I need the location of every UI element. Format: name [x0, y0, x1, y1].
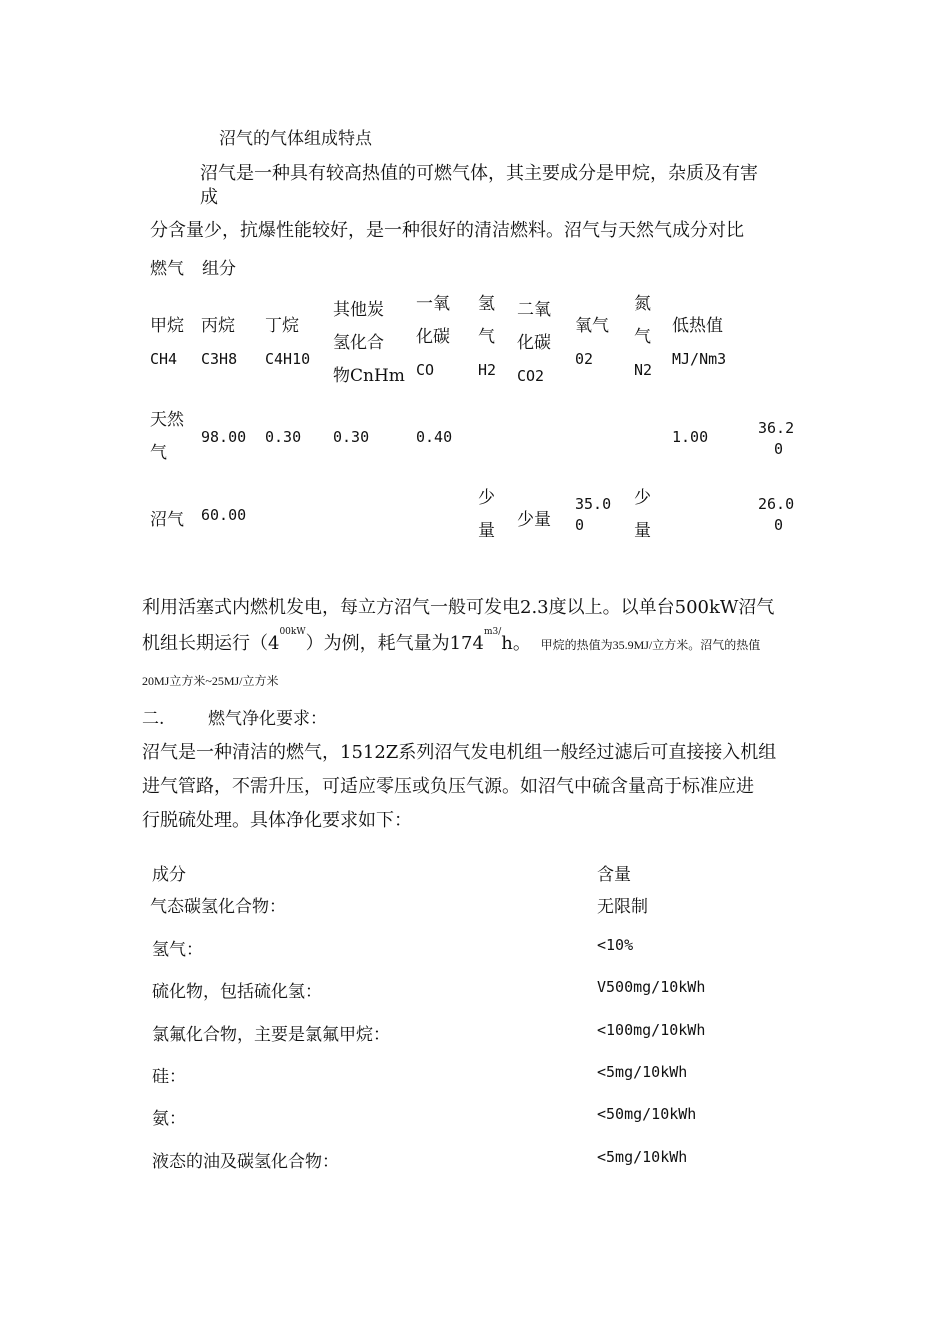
header-lhv-unit: MJ/Nm3 [672, 350, 727, 368]
natural-gas-c3h8: 0.30 [265, 428, 302, 446]
purify-header-amount: 含量 [597, 865, 631, 885]
power-line-1: 利用活塞式内燃机发电，每立方沼气一般可发电2.3度以上。以单台500kW沼气 [142, 597, 775, 618]
natural-gas-lhv [758, 418, 794, 460]
biogas-n2 [634, 482, 651, 548]
header-c4h10-formula: C4H10 [265, 350, 311, 368]
intro-line-2: 分含量少，抗爆性能较好，是一种很好的清洁燃料。沼气与天然气成分对比 [150, 220, 744, 241]
header-o2-cn: 氧气 [575, 316, 609, 336]
section-2-title: 燃气净化要求： [208, 709, 327, 729]
header-c3h8 [201, 310, 237, 376]
purify-row-value: <5mg/10kWh [597, 1148, 688, 1166]
header-n2 [634, 288, 652, 387]
header-n2-line1: 氮 [634, 294, 651, 314]
table-title-component: 组分 [202, 259, 236, 279]
purify-row-item: 气态碳氢化合物： [150, 897, 286, 917]
header-h2-line3: H2 [478, 361, 497, 379]
section-2-para-line-3: 行脱硫处理。具体净化要求如下： [142, 810, 412, 831]
table-title-gas: 燃气 [150, 259, 184, 279]
power-line-2-sup-2: m3/ [483, 627, 502, 637]
purify-row-value: <5mg/10kWh [597, 1063, 688, 1081]
header-c3h8-formula: C3H8 [201, 350, 238, 368]
header-ch4-formula: CH4 [150, 350, 178, 368]
header-co2 [517, 294, 551, 393]
header-o2-formula: 02 [575, 350, 594, 368]
purify-row-value: <10% [597, 936, 634, 954]
header-co-line2: 化碳 [416, 327, 450, 347]
header-co2-line3: CO2 [517, 367, 545, 385]
header-n2-line2: 气 [634, 327, 651, 347]
power-line-2-part-c: h。 [501, 633, 531, 654]
natural-gas-name-line2: 气 [150, 443, 167, 463]
purify-row-value: V500mg/10kWh [597, 978, 706, 996]
header-c4h10-cn: 丁烷 [265, 316, 299, 336]
section-2-number: 二. [142, 709, 165, 729]
section-title: 沼气的气体组成特点 [219, 129, 372, 149]
header-ch4-cn: 甲烷 [150, 316, 184, 336]
biogas-o2 [575, 494, 611, 536]
biogas-lhv-line1: 26.0 [758, 495, 795, 513]
power-line-2-note: 甲烷的热值为35.9MJ/立方米。沼气的热值 [540, 638, 761, 652]
purify-row-item: 液态的油及碳氢化合物： [152, 1152, 339, 1172]
header-h2 [478, 288, 496, 387]
power-line-2-part-b: ）为例，耗气量为174 [305, 633, 484, 654]
purify-row-value: 无限制 [597, 897, 648, 917]
section-2-para-line-1: 沼气是一种清洁的燃气，1512Z系列沼气发电机组一般经过滤后可直接接入机组 [142, 742, 777, 763]
biogas-ch4: 60.00 [201, 506, 247, 524]
power-line-2-part-a: 机组长期运行（4 [142, 633, 280, 654]
biogas-n2-line1: 少 [634, 488, 651, 508]
power-line-2-sup-1: 00kW [279, 627, 306, 637]
purify-row-item: 氨： [152, 1109, 186, 1129]
natural-gas-lhv-line2: 0 [774, 440, 784, 458]
header-o2 [575, 310, 609, 376]
natural-gas-lhv-line1: 36.2 [758, 419, 795, 437]
biogas-o2-line1: 35.0 [575, 495, 612, 513]
header-h2-line1: 氢 [478, 294, 495, 314]
biogas-o2-line2: 0 [575, 516, 585, 534]
header-co-line3: CO [416, 361, 435, 379]
header-cnhm-line2: 氢化合 [333, 333, 384, 353]
header-co2-line1: 二氧 [517, 300, 551, 320]
natural-gas-name-line1: 天然 [150, 410, 184, 430]
biogas-lhv [758, 494, 794, 536]
natural-gas-ch4: 98.00 [201, 428, 247, 446]
natural-gas-co: 0.40 [416, 428, 453, 446]
header-co-line1: 一氧 [416, 294, 450, 314]
row-biogas-name: 沼气 [150, 510, 184, 530]
biogas-co2: 少量 [517, 510, 551, 530]
natural-gas-n2: 1.00 [672, 428, 709, 446]
purify-row-item: 硅： [152, 1067, 186, 1087]
purify-row-item: 氯氟化合物，主要是氯氟甲烷： [152, 1025, 390, 1045]
biogas-n2-line2: 量 [634, 521, 651, 541]
header-lhv-cn: 低热值 [672, 316, 723, 336]
biogas-h2 [478, 482, 495, 548]
purify-row-value: <50mg/10kWh [597, 1105, 697, 1123]
natural-gas-c4h10: 0.30 [333, 428, 370, 446]
intro-line-1: 沼气是一种具有较高热值的可燃气体，其主要成分是甲烷，杂质及有害 [200, 163, 758, 184]
purify-row-item: 硫化物，包括硫化氢： [152, 982, 322, 1002]
header-lhv [672, 310, 726, 376]
header-c4h10 [265, 310, 310, 376]
row-natural-gas-name [150, 404, 184, 470]
header-cnhm-line1: 其他炭 [333, 300, 384, 320]
header-co2-line2: 化碳 [517, 333, 551, 353]
biogas-h2-line2: 量 [478, 521, 495, 541]
header-co [416, 288, 450, 387]
power-line-2 [142, 629, 760, 655]
header-h2-line2: 气 [478, 327, 495, 347]
biogas-h2-line1: 少 [478, 488, 495, 508]
header-cnhm-line3: 物CnHm [333, 366, 405, 386]
power-line-3-note: 20MJ立方米~25MJ/立方米 [142, 674, 279, 688]
purify-header-component: 成分 [152, 865, 186, 885]
purify-row-value: <100mg/10kWh [597, 1021, 706, 1039]
header-cnhm [333, 294, 405, 393]
intro-line-1b: 成 [200, 187, 218, 208]
header-n2-line3: N2 [634, 361, 653, 379]
section-2-para-line-2: 进气管路，不需升压，可适应零压或负压气源。如沼气中硫含量高于标准应进 [142, 776, 754, 797]
header-ch4 [150, 310, 184, 376]
header-c3h8-cn: 丙烷 [201, 316, 235, 336]
biogas-lhv-line2: 0 [774, 516, 784, 534]
purify-row-item: 氢气： [152, 940, 203, 960]
